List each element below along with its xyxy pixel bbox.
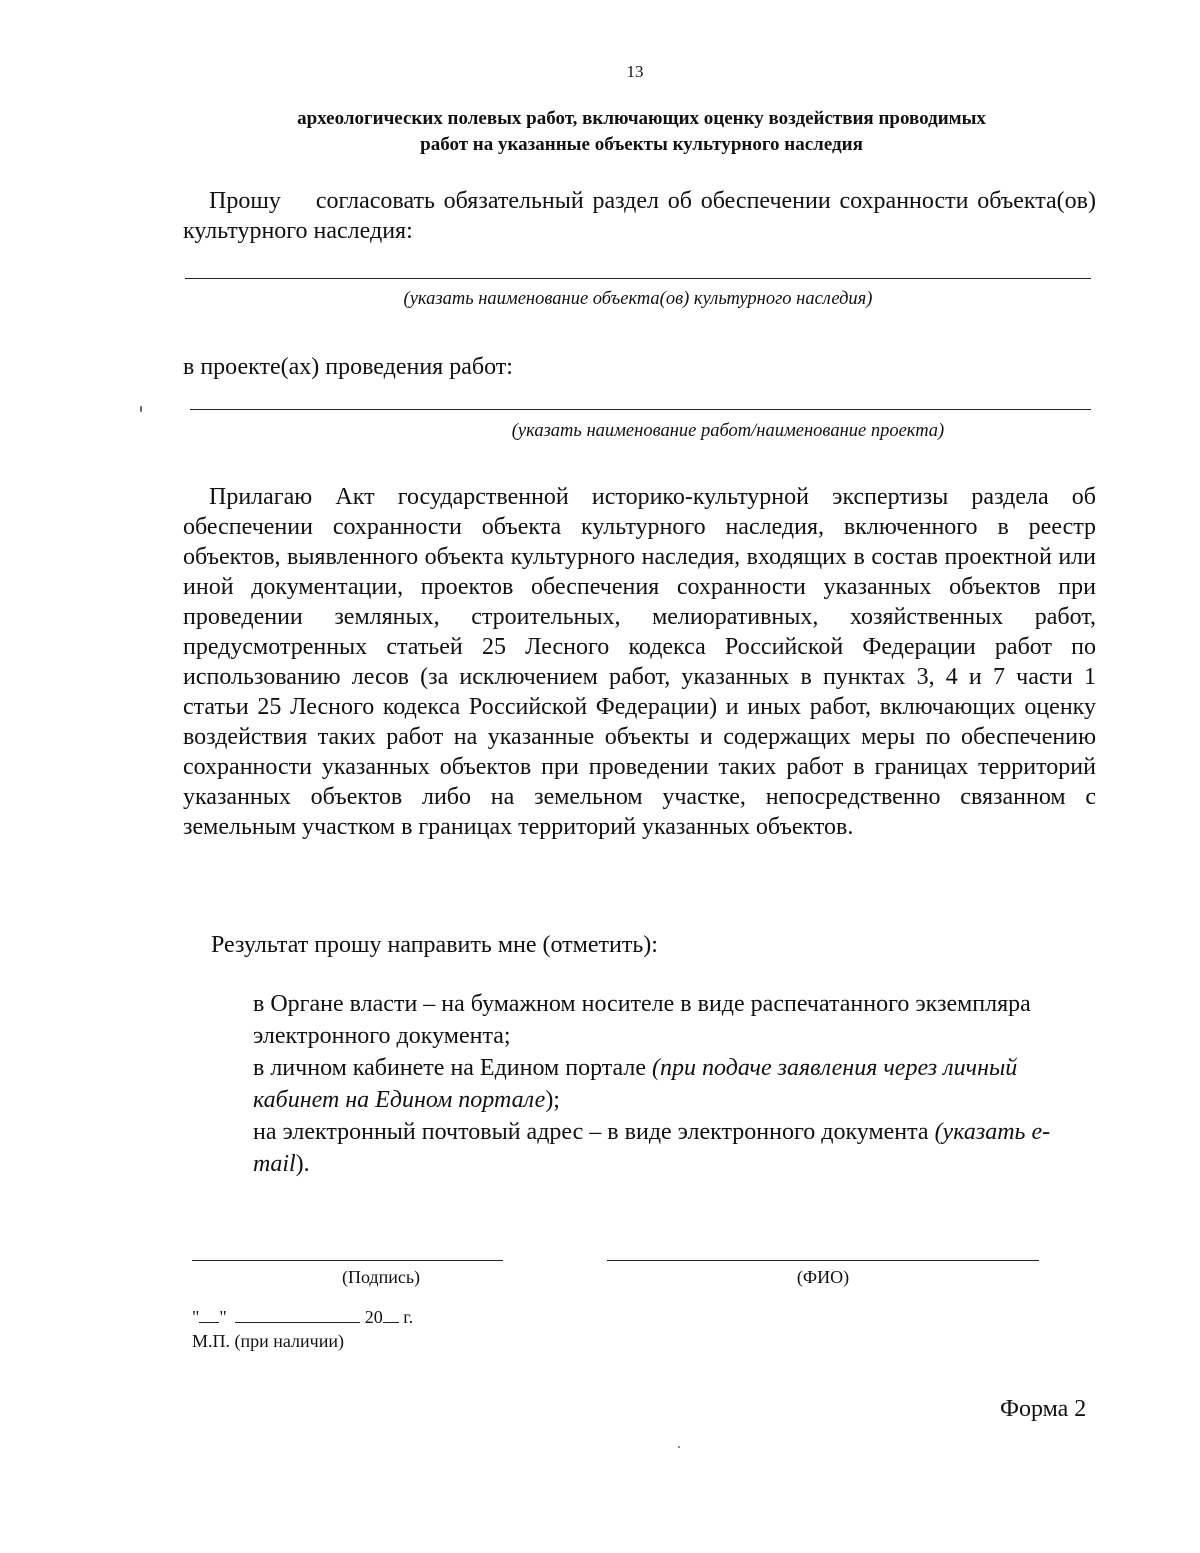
option-portal: в личном кабинете на Едином портале (при подаче заявления через личный кабинет на Едином портале); xyxy=(253,1055,1018,1113)
result-label: Результат прошу направить мне (отметить): xyxy=(211,932,658,958)
full-name-line xyxy=(607,1260,1039,1261)
object-name-line xyxy=(185,278,1091,279)
signature-caption: (Подпись) xyxy=(341,1267,421,1287)
option-email: на электронный почтовый адрес – в виде электронного документа (указать e-mail). xyxy=(253,1119,1051,1177)
section-heading xyxy=(185,106,1098,158)
scan-speck xyxy=(140,406,142,412)
form-label: Форма 2 xyxy=(1000,1396,1087,1422)
object-name-caption: (указать наименование объекта(ов) культурного наследия) xyxy=(403,289,873,309)
request-text: согласовать обязательный раздел об обеспечении сохранности объекта(ов) культурного наследия: xyxy=(183,188,1096,244)
signature-line xyxy=(192,1260,503,1261)
project-name-line xyxy=(190,409,1091,410)
request-word: Прошу xyxy=(209,188,281,214)
attachment-paragraph: Прилагаю Акт государственной историко-культурной экспертизы раздела об обеспечении сохранности объекта культурного наследия, включенного в реестр объектов, выявленного объекта культурного наследия, входящих в состав проектной или иной документации, проектов обеспечения сохранности указанных объектов при проведении земляных, строительных, мелиоративных, хозяйственных работ, предусмотренных статьей 25 Лесного кодекса Российской Федерации работ по использованию лесов (за исключением работ, указанных в пунктах 3, 4 и 7 части 1 статьи 25 Лесного кодекса Российской Федерации) и иных работ, включающих оценку воздействия таких работ на указанные объекты и содержащих меры по обеспечению сохранности указанных объектов при проведении таких работ в границах территорий указанных объектов либо на земельном участке, непосредственно связанном с земельным участком в границах территорий указанных объектов. xyxy=(183,484,1096,840)
delivery-options xyxy=(253,988,1053,1180)
scan-speck xyxy=(678,1446,680,1448)
date-field: " " 20 г. xyxy=(192,1307,414,1327)
project-label: в проекте(ах) проведения работ: xyxy=(183,354,513,380)
heading-line-1: археологических полевых работ, включающих оценку воздействия проводимых xyxy=(297,108,986,129)
project-name-caption: (указать наименование работ/наименование проекта) xyxy=(511,421,945,441)
heading-line-2: работ на указанные объекты культурного наследия xyxy=(420,134,863,155)
option-paper: в Органе власти – на бумажном носителе в виде распечатанного экземпляра электронного документа; xyxy=(253,991,1031,1049)
page-number: 13 xyxy=(626,62,644,81)
full-name-caption: (ФИО) xyxy=(796,1267,850,1287)
stamp-note: М.П. (при наличии) xyxy=(192,1331,344,1351)
request-paragraph xyxy=(183,186,1096,246)
